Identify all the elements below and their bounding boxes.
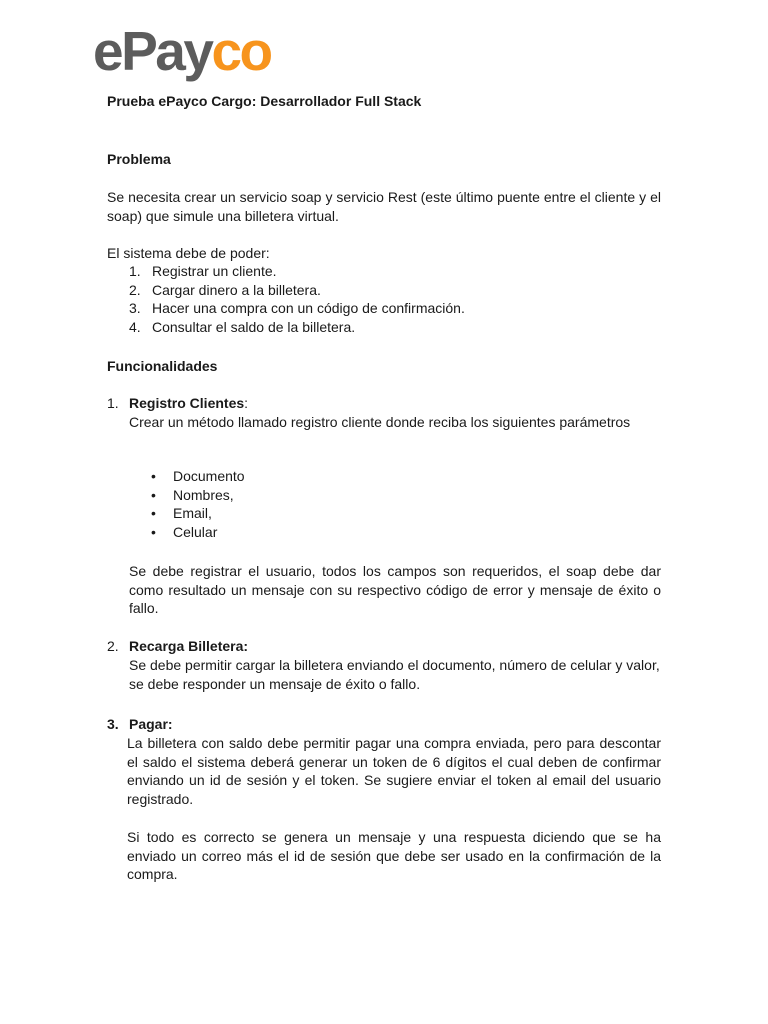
section-2-number: 2.: [107, 638, 119, 654]
section-1-body: Crear un método llamado registro cliente donde reciba los siguientes parámetros: [129, 414, 631, 430]
funcionalidades-heading: Funcionalidades: [107, 358, 218, 374]
list-text: Hacer una compra con un código de confirmación.: [152, 300, 465, 316]
list-item: [151, 504, 245, 523]
bullet-glyph: •: [151, 505, 156, 521]
list-number: 2.: [129, 281, 141, 298]
bullet-text: Email,: [173, 505, 212, 521]
bullet-glyph: •: [151, 523, 156, 540]
bullet-glyph: •: [151, 486, 156, 503]
section-3-title: Pagar:: [129, 716, 173, 732]
section-1-number: 1.: [107, 395, 119, 411]
section-1-title-suffix: :: [244, 395, 249, 411]
section-3-body-2: Si todo es correcto se genera un mensaje y una respuesta diciendo que se ha enviado un correo más el id de sesión que debe ser usado en la confirmación de la compra.: [127, 829, 661, 882]
problema-paragraph: Se necesita crear un servicio soap y servicio Rest (este último puente entre el cliente y el soap) que simule una billetera virtual.: [107, 189, 661, 224]
bullet-text: Nombres,: [173, 486, 234, 503]
bullet-text: Celular: [173, 523, 218, 540]
problema-list: [129, 262, 465, 336]
bullet-text: Documento: [173, 468, 245, 484]
problema-intro: El sistema debe de poder:: [107, 245, 270, 261]
section-3-body: La billetera con saldo debe permitir pagar una compra enviada, pero para descontar el saldo el sistema deberá generar un token de 6 dígitos el cual deben de confirmar enviando un id de sesión y el token. Se sugiere enviar el token al email del usuario registrado.: [127, 735, 661, 807]
list-item: [129, 318, 465, 337]
list-item: [151, 523, 245, 542]
bullet-glyph: •: [151, 468, 156, 484]
list-item: [129, 262, 465, 281]
section-2-body: Se debe permitir cargar la billetera enviando el documento, número de celular y valor, se debe responder un mensaje de éxito o fallo.: [129, 657, 660, 692]
section-2-title: Recarga Billetera:: [129, 638, 249, 654]
document-title: Prueba ePayco Cargo: Desarrollador Full Stack: [107, 93, 422, 109]
epayco-logo: [93, 20, 271, 82]
list-text: Cargar dinero a la billetera.: [152, 281, 321, 298]
section-1-bullets: [151, 467, 245, 541]
list-item: [129, 281, 465, 300]
list-item: [151, 486, 245, 505]
list-item: [129, 299, 465, 318]
logo-text-orange: co: [211, 20, 271, 82]
logo-text-gray: ePay: [93, 20, 212, 82]
problema-heading: Problema: [107, 151, 171, 167]
list-text: Registrar un cliente.: [152, 263, 277, 279]
section-1-title: Registro Clientes: [129, 395, 245, 411]
section-1-note: Se debe registrar el usuario, todos los campos son requeridos, el soap debe dar como resultado un mensaje con su respectivo código de error y mensaje de éxito o fallo.: [129, 563, 661, 616]
list-number: 1.: [129, 263, 141, 279]
section-1-heading: [129, 394, 248, 413]
list-item: [151, 467, 245, 486]
list-text: Consultar el saldo de la billetera.: [152, 318, 356, 335]
list-number: 4.: [129, 318, 141, 335]
list-number: 3.: [129, 300, 141, 316]
section-3-number: 3.: [107, 716, 119, 732]
